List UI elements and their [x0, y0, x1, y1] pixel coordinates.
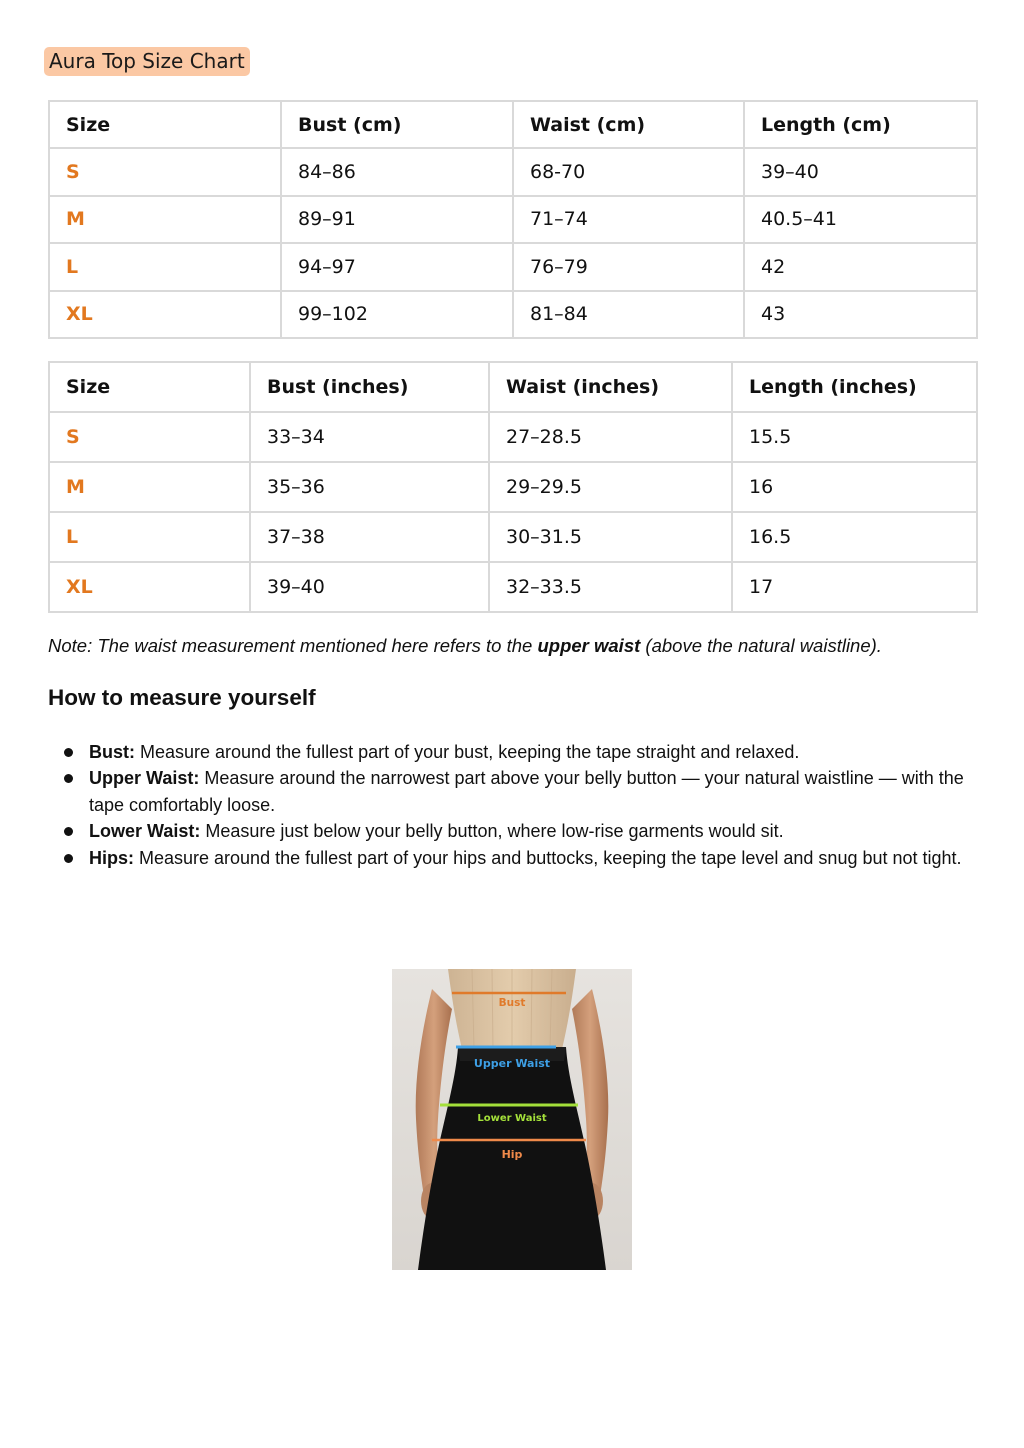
bullet-icon: [64, 748, 73, 757]
table-cell: 29–29.5: [489, 462, 732, 512]
bullet-text: Measure just below your belly button, where low-rise garments would sit.: [200, 821, 784, 842]
header-cell: Waist (inches): [489, 362, 732, 412]
size-cell: S: [49, 412, 250, 462]
size-table-inches: [48, 361, 978, 613]
table-cell: 94–97: [281, 243, 513, 290]
header-cell: Bust (cm): [281, 101, 513, 148]
size-cell: M: [49, 462, 250, 512]
table-cell: 68-70: [513, 148, 744, 195]
bust-label: Bust: [498, 997, 526, 1009]
size-cell: M: [49, 196, 281, 243]
table-row: [49, 462, 977, 512]
bullet-text: Measure around the fullest part of your bust, keeping the tape straight and relaxed.: [135, 742, 800, 762]
size-table-cm: [48, 100, 978, 339]
table-cell: 15.5: [732, 412, 977, 462]
bullet-icon: [64, 774, 73, 783]
table-cell: 32–33.5: [489, 562, 732, 612]
table-cell: 33–34: [250, 412, 489, 462]
note-suffix: (above the natural waistline).: [640, 635, 882, 656]
table-cell: 37–38: [250, 512, 489, 562]
table-cell: 76–79: [513, 243, 744, 290]
table-cell: 30–31.5: [489, 512, 732, 562]
bullet-label: Upper Waist:: [89, 768, 200, 789]
list-item: [48, 845, 968, 871]
measure-instructions-list: [48, 739, 968, 871]
measurement-figure-illustration: [392, 969, 632, 1270]
table-row: [49, 291, 977, 338]
table-row: [49, 412, 977, 462]
size-cell: L: [49, 243, 281, 290]
table-cell: 17: [732, 562, 977, 612]
list-item: [48, 765, 968, 818]
header-cell: Length (inches): [732, 362, 977, 412]
header-cell: Size: [49, 101, 281, 148]
size-cell: XL: [49, 562, 250, 612]
table-header-row: [49, 101, 977, 148]
list-item: [48, 739, 968, 765]
bullet-icon: [64, 854, 73, 863]
measurement-figure: [392, 969, 632, 1270]
measure-heading: How to measure yourself: [48, 685, 316, 710]
bullet-label: Hips:: [89, 847, 134, 868]
bullet-icon: [64, 827, 73, 836]
size-cell: L: [49, 512, 250, 562]
table-row: [49, 196, 977, 243]
waist-note: [48, 635, 882, 657]
header-cell: Size: [49, 362, 250, 412]
table-row: [49, 148, 977, 195]
table-cell: 99–102: [281, 291, 513, 338]
table-row: [49, 562, 977, 612]
table-cell: 40.5–41: [744, 196, 977, 243]
table-row: [49, 512, 977, 562]
note-emphasis: upper waist: [537, 635, 641, 656]
table-cell: 71–74: [513, 196, 744, 243]
table-cell: 84–86: [281, 148, 513, 195]
table-cell: 27–28.5: [489, 412, 732, 462]
table-cell: 43: [744, 291, 977, 338]
header-cell: Length (cm): [744, 101, 977, 148]
header-cell: Waist (cm): [513, 101, 744, 148]
size-cell: XL: [49, 291, 281, 338]
bullet-label: Bust:: [89, 742, 135, 762]
bullet-text: Measure around the narrowest part above your belly button — your natural waistline — with the tape comfortably loose.: [89, 768, 964, 815]
list-item: [48, 818, 968, 844]
table-cell: 35–36: [250, 462, 489, 512]
header-cell: Bust (inches): [250, 362, 489, 412]
bullet-text: Measure around the fullest part of your hips and buttocks, keeping the tape level and snug but not tight.: [134, 847, 962, 868]
upper-waist-label: Upper Waist: [473, 1057, 551, 1070]
lower-waist-label: Lower Waist: [477, 1113, 547, 1124]
table-cell: 16.5: [732, 512, 977, 562]
table-cell: 39–40: [744, 148, 977, 195]
table-cell: 42: [744, 243, 977, 290]
table-cell: 81–84: [513, 291, 744, 338]
hip-label: Hip: [501, 1148, 523, 1161]
note-prefix: Note: The waist measurement mentioned here refers to the: [48, 635, 538, 656]
page-title: Aura Top Size Chart: [44, 47, 250, 76]
table-cell: 16: [732, 462, 977, 512]
bullet-label: Lower Waist:: [89, 821, 201, 842]
table-row: [49, 243, 977, 290]
table-header-row: [49, 362, 977, 412]
table-cell: 89–91: [281, 196, 513, 243]
table-cell: 39–40: [250, 562, 489, 612]
size-cell: S: [49, 148, 281, 195]
